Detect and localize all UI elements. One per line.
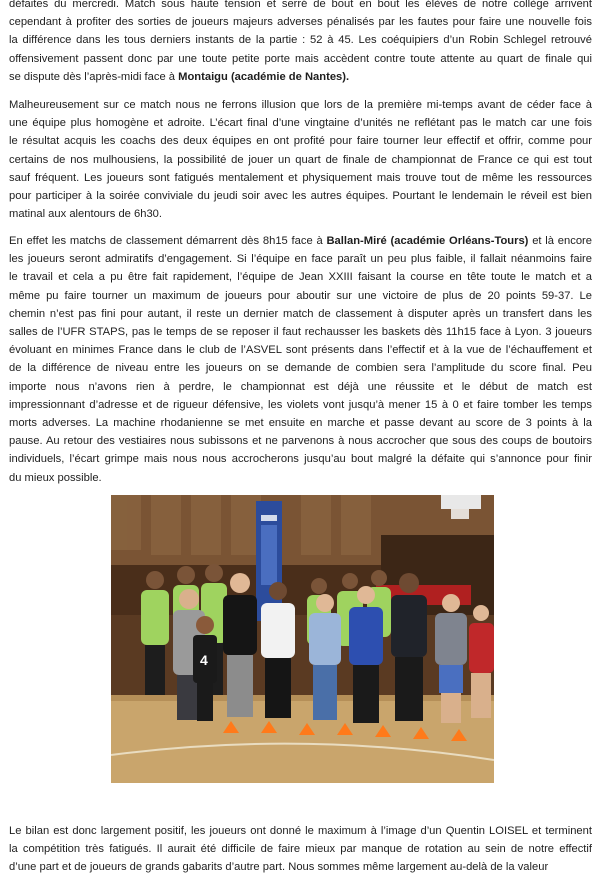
text-line	[9, 450, 592, 468]
text-line	[9, 68, 592, 86]
text-segment: Malheureusement sur ce match nous ne ferrons illusion que lors de la première mi-temps avant de céder face à	[9, 99, 592, 111]
text-segment: salles de l’UFR STAPS, pas le temps de se reposer il faut rechausser les baskets dès 11h15 face à Lyon. 3 joueurs	[9, 326, 592, 339]
text-segment: offensivement passent donc par une toute petite porte mais accèdent contre toute attente au quart de finale qui	[9, 52, 592, 65]
text-segment: impressionnant d’adresse et de rigueur défensive, les violets vont jusqu’à mener 15 à 0 et faire tomber les temps	[9, 398, 592, 411]
text-segment: les joueurs seront admiratifs d’engagement. Si l’équipe en face paraît un peu plus faible, il fallait néanmoins faire	[9, 253, 592, 266]
text-line	[9, 50, 592, 68]
text-line	[9, 432, 592, 450]
jersey-number: 4	[200, 652, 208, 668]
text-line	[9, 250, 592, 268]
team-photo	[111, 495, 494, 783]
text-segment: pour participer à la soirée conviviale du jeudi soir avec les autres équipes. Pourtant le lendemain le réveil est bien	[9, 190, 592, 203]
text-segment: de la différence de niveau entre les joueurs on se demande de combien sera l’amplitude du score final. Peu	[9, 362, 592, 375]
text-segment: importe nous n’avons rien à perdre, le championnat est déjà une réussite et le début de match est	[9, 380, 592, 393]
text-segment: la différence dans les tous derniers instants de la partie : 52 à 45. Les coéquipiers d’un Robin Schlegel retrouvé	[9, 34, 592, 47]
text-segment: matinal aux alentours de 6h30.	[9, 208, 162, 221]
text-segment: pause. Au retour des vestiaires nous subissons et ne parvenons à nous accrocher que sous des coups de boutoirs	[9, 435, 592, 448]
text-segment: évoluant en minimes France dans le club de l’ASVEL sont présents dans l’effectif et à la vue de l’échauffement et	[9, 344, 592, 357]
text-segment: le travail et cela a pu être fait rapidement, l’équipe de Jean XXIII faisant la course en tête toute le match et a	[9, 271, 592, 284]
text-segment: se dispute dès l’après-midi face à	[9, 70, 179, 83]
text-line	[9, 396, 592, 414]
text-segment: En effet les matchs de classement démarrent dès 8h15 face à	[9, 235, 327, 247]
bold-text: Montaigu (académie de Nantes).	[178, 70, 350, 83]
text-segment: individuels, l’écart grimpe mais nous nous accrocherons jusqu’au bout malgré la défaite qui s’annonce pour finir	[9, 453, 592, 466]
text-line	[9, 840, 592, 858]
text-line	[9, 414, 592, 432]
text-line	[9, 232, 592, 250]
text-line	[9, 96, 592, 114]
text-segment: Le bilan est donc largement positif, les joueurs ont donné le maximum à l’image d’un Quentin LOISEL et terminent	[9, 825, 592, 837]
text-line	[9, 822, 592, 840]
text-line	[9, 13, 592, 31]
text-segment: la compétition très fatigués. Il aurait été difficile de faire mieux par manque de rotation au sein de notre effectif	[9, 843, 592, 856]
text-line	[9, 187, 592, 205]
text-line	[9, 469, 592, 487]
text-segment: défaites du mercredi. Match sous haute tension et serré de bout en bout les élèves de notre collège arrivent	[9, 0, 592, 10]
text-segment: même pu faire tourner un maximum de joueurs pour aboutir sur une victoire de plus de 20 points 59-37. Le	[9, 289, 592, 302]
paragraph-quarterfinal-qualification	[9, 0, 592, 86]
paragraph-classification-matches	[9, 232, 592, 487]
text-line	[9, 305, 592, 323]
text-line	[9, 323, 592, 341]
text-line	[9, 205, 592, 223]
text-segment: certains de nos mulhousiens, la possibilité de jouer un quart de finale de championnat de France ce qui est tout	[9, 153, 592, 166]
text-segment: cependant à profiter des sorties de joueurs majeurs adverses pénalisés par les fautes pour faire une nouvelle fois	[9, 16, 592, 29]
text-line	[9, 378, 592, 396]
text-line	[9, 0, 592, 13]
text-line	[9, 31, 592, 49]
text-line	[9, 114, 592, 132]
text-line	[9, 858, 592, 876]
text-line	[9, 359, 592, 377]
text-segment: sauf fréquent. Les joueurs sont fatigués mentalement et physiquement mais trouve tout de même les ressources	[9, 171, 592, 184]
paragraph-quarterfinal-loss	[9, 96, 592, 223]
text-line	[9, 169, 592, 187]
text-segment: du mieux possible.	[9, 471, 102, 484]
text-segment: et là encore	[528, 235, 592, 247]
text-segment: une équipe plus homogène et adroite. L’écart final d’une vingtaine d’unités ne reflétant pas le match car une fois	[9, 117, 592, 130]
text-line	[9, 268, 592, 286]
paragraph-conclusion	[9, 822, 592, 877]
bold-text: Ballan-Miré (académie Orléans-Tours)	[326, 235, 529, 247]
text-segment: d’une part et de joueurs de grands gabarits d’autre part. Nous sommes même largement au-delà de la valeur	[9, 861, 549, 874]
text-segment: morts adverses. La machine rhodanienne se met ensuite en marche et passe devant au score de 3 points à la	[9, 417, 592, 430]
text-segment: chemin n’est pas fini pour autant, il reste un dernier match de classement à disputer après un transfert dans les	[9, 307, 592, 320]
text-line	[9, 151, 592, 169]
text-segment: le résultat acquis les coachs des deux équipes en ont profité pour faire tourner leur effectif et offrir, comme pour	[9, 135, 592, 148]
text-line	[9, 341, 592, 359]
text-line	[9, 132, 592, 150]
text-line	[9, 287, 592, 305]
